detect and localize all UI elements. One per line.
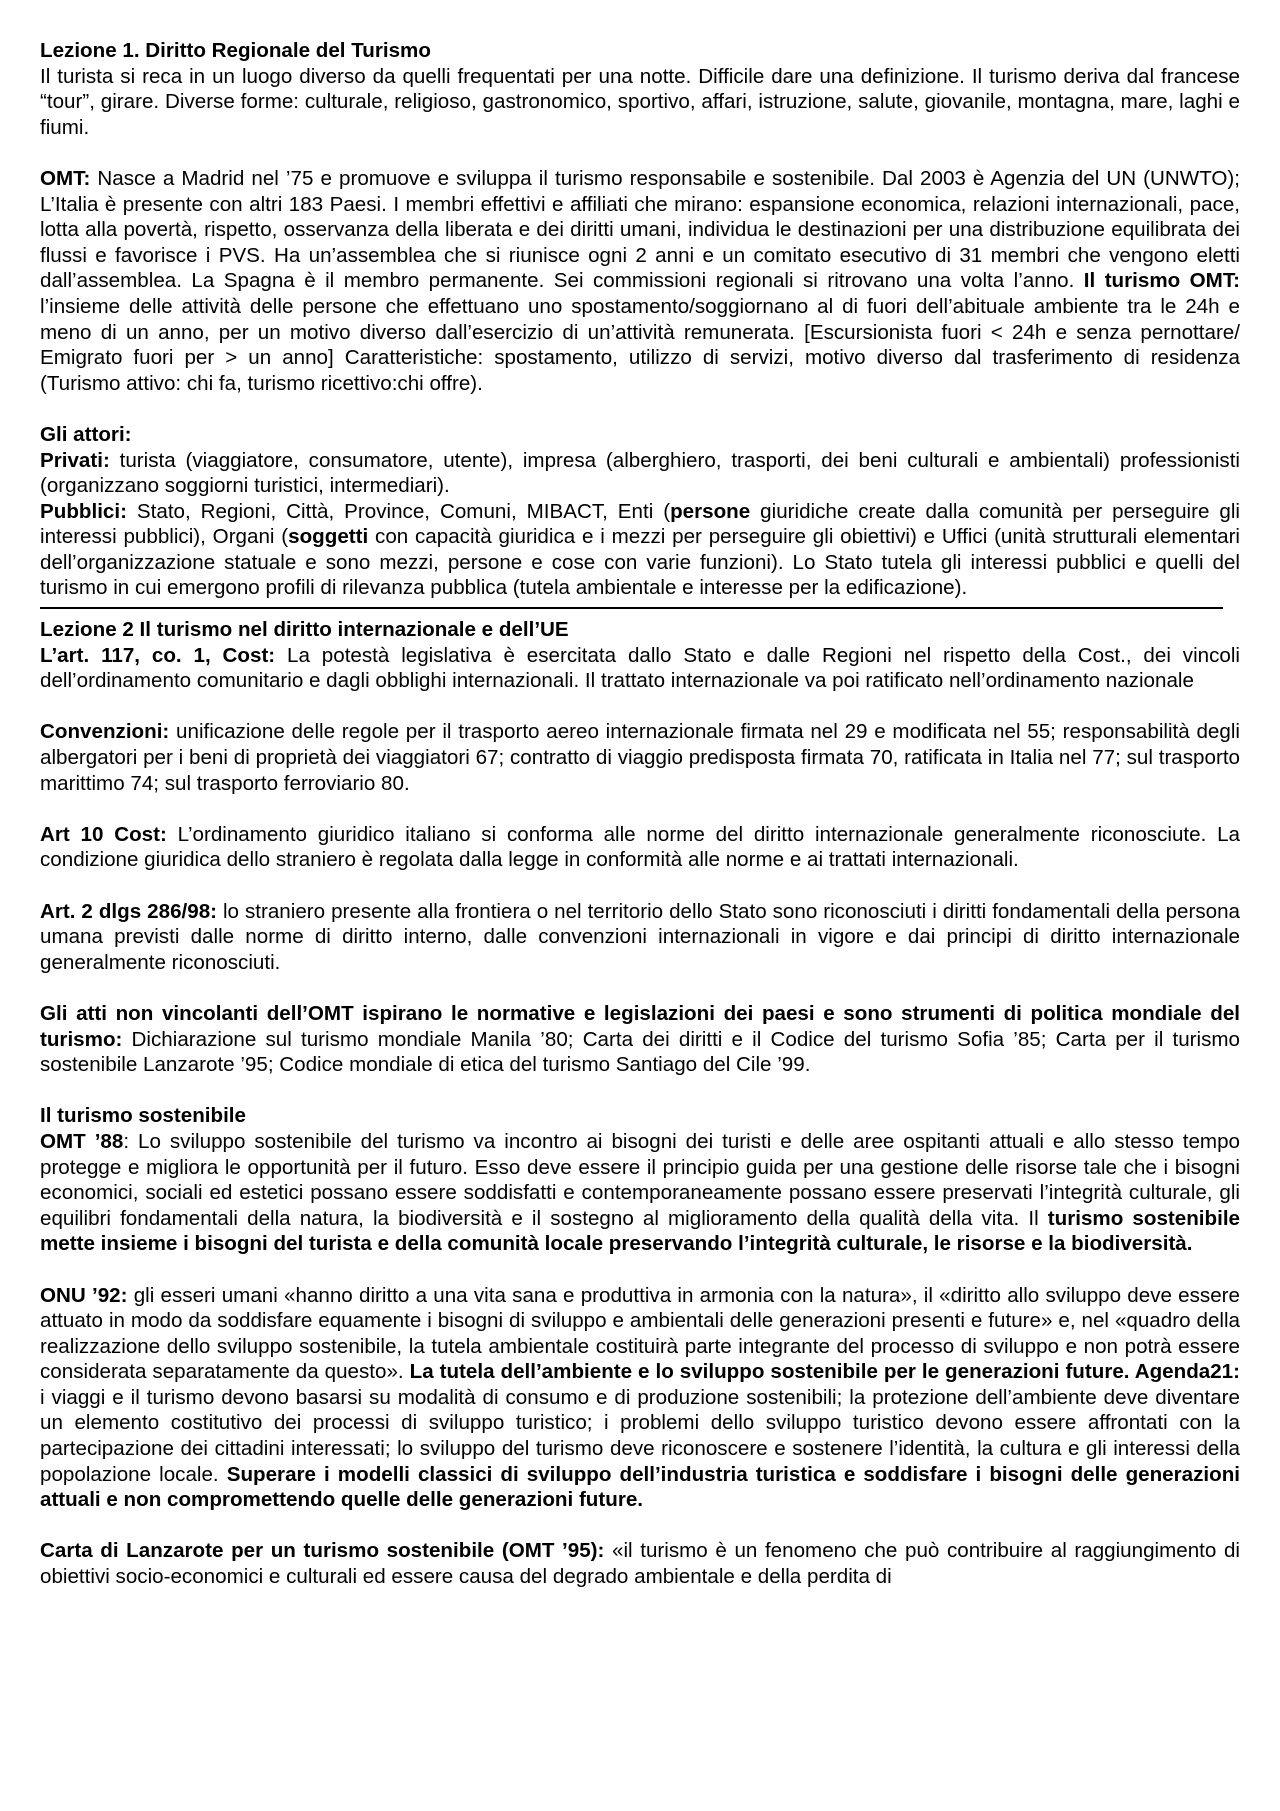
lezione1-title: Lezione 1. Diritto Regionale del Turismo: [40, 39, 431, 62]
onu-bold-2: Superare i modelli classici di sviluppo dell’industria turistica e soddisfare i bisogni delle generazioni attuali e non compromettendo quelle delle generazioni future.: [40, 1462, 1240, 1512]
privati-paragraph: [40, 448, 1240, 499]
atti-label: Gli atti non vincolanti dell’OMT ispirano le normative e legislazioni dei paesi e sono strumenti di politica mondiale del turismo:: [40, 1001, 1240, 1051]
omt-paragraph: [40, 166, 1240, 396]
lezione2-title: Lezione 2 Il turismo nel diritto internazionale e dell’UE: [40, 618, 569, 642]
art2-text: lo straniero presente alla frontiera o nel territorio dello Stato sono riconosciuti i diritti fondamentali della persona umana previsti dalle norme di diritto interno, dalle convenzioni internazionali in vigore e dai principi di diritto internazionale generalmente riconosciuti.: [40, 899, 1240, 974]
onu-bold-1: La tutela dell’ambiente e lo sviluppo sostenibile per le generazioni future. Agenda21:: [409, 1360, 1240, 1384]
atti-paragraph: [40, 1001, 1240, 1078]
sostenibile-heading: Il turismo sostenibile: [40, 1104, 246, 1128]
omt-text: Nasce a Madrid nel ’75 e promuove e sviluppa il turismo responsabile e sostenibile. Dal 2003 è Agenzia del UN (UNWTO); L’Italia è presente con altri 183 Paesi. I membri effettivi e affiliati che mirano: espansione economica, relazioni internazionali, pace, lotta alla povertà, rispetto, osservanza della liberata e dei diritti umani, individua le destinazioni per una distribuzione equilibrata dei flussi e favorisce i PVS. Ha un’assemblea che si riunisce ogni 2 anni e un comitato esecutivo di 31 membri che vengono eletti dall’assemblea. La Spagna è il membro permanente. Sei commissioni regionali si ritrovano una volta l’anno.: [40, 166, 1240, 293]
art2-paragraph: [40, 899, 1240, 976]
pubblici-bold-1: persone: [670, 499, 751, 523]
art10-paragraph: [40, 822, 1240, 873]
onu-label: ONU ’92:: [40, 1283, 128, 1307]
art117-text: La potestà legislativa è esercitata dallo Stato e dalle Regioni nel rispetto della Cost., dei vincoli dell’ordinamento comunitario e dagli obblighi internazionali. Il trattato internazionale va poi ratificato nell’ordinamento nazionale: [40, 643, 1240, 693]
pubblici-label: Pubblici:: [40, 499, 127, 523]
omt88-bold: turismo sostenibile mette insieme i bisogni del turista e della comunità locale preservando l’integrità culturale, le risorse e la biodiversità.: [40, 1206, 1240, 1256]
omt88-paragraph: [40, 1129, 1240, 1257]
omt88-text: : Lo sviluppo sostenibile del turismo va incontro ai bisogni dei turisti e delle aree ospitanti attuali e allo stesso tempo protegge e migliora le opportunità per il futuro. Esso deve essere il principio guida per una gestione delle risorse tale che i bisogni economici, sociali ed estetici possano essere soddisfatti e contemporaneamente possano essere preservati l’integrità culturale, gli equilibri fondamentali della natura, la biodiversità e il sostegno al miglioramento della qualità della vita. Il: [40, 1129, 1240, 1230]
omt88-label: OMT ’88: [40, 1129, 124, 1153]
art117-label: L’art. 117, co. 1, Cost:: [40, 643, 276, 667]
privati-text: turista (viaggiatore, consumatore, utente), impresa (alberghiero, trasporti, dei beni culturali e ambientali) professionisti (organizzano soggiorni turistici, intermediari).: [40, 448, 1240, 498]
onu-text: gli esseri umani «hanno diritto a una vita sana e produttiva in armonia con la natura», il «diritto allo sviluppo deve essere attuato in modo da soddisfare equamente i bisogni di sviluppo e ambientali delle generazioni presenti e future» e, nel «quadro della realizzazione dello sviluppo sostenibile, la tutela ambientale costituirà parte integrante del processo di sviluppo e non potrà essere considerata separatamente da questo».: [40, 1283, 1240, 1384]
lanzarote-paragraph: [40, 1538, 1240, 1589]
attori-heading: Gli attori:: [40, 422, 132, 446]
omt-label: OMT:: [40, 166, 91, 190]
pubblici-text-3: con capacità giuridica e i mezzi per perseguire gli obiettivi) e Uffici (unità strutturali elementari dell’organizzazione statuale e sono mezzi, persone e cose con varie funzioni). Lo Stato tutela gli interessi pubblici e quelli del turismo in cui emergono profili di rilevanza pubblica (tutela ambientale e interesse per la edificazione).: [40, 525, 1240, 600]
onu-text-2: i viaggi e il turismo devono basarsi su modalità di consumo e di produzione sostenibili; la protezione dell’ambiente deve diventare un elemento costitutivo dei processi di sviluppo turistico; i problemi dello sviluppo turistico devono essere affrontati con la partecipazione dei cittadini interessati; lo sviluppo del turismo deve riconoscere e sostenere l’identità, la cultura e gli interessi della popolazione locale.: [40, 1385, 1240, 1486]
convenzioni-text: unificazione delle regole per il trasporto aereo internazionale firmata nel 29 e modificata nel 55; responsabilità degli albergatori per i beni di proprietà dei viaggiatori 67; contratto di viaggio predisposta firmata 70, ratificata in Italia nel 77; sul trasporto marittimo 74; sul trasporto ferroviario 80.: [40, 720, 1240, 795]
convenzioni-label: Convenzioni:: [40, 720, 170, 744]
atti-text: Dichiarazione sul turismo mondiale Manila ’80; Carta dei diritti e il Codice del turismo Sofia ’85; Carta per il turismo sostenibile Lanzarote ’95; Codice mondiale di etica del turismo Santiago del Cile ’99.: [40, 1027, 1240, 1077]
turismo-omt-text: l’insieme delle attività delle persone che effettuano uno spostamento/soggiornano al di fuori dell’abituale ambiente tra le 24h e meno di un anno, per un motivo diverso dall’esercizio di un’attività remunerata. [Escursionista fuori < 24h e senza pernottare/ Emigrato fuori per > un anno] Caratteristiche: spostamento, utilizzo di servizi, motivo diverso dal trasferimento di residenza (Turismo attivo: chi fa, turismo ricettivo:chi offre).: [40, 294, 1240, 395]
lezione1-intro: Il turista si reca in un luogo diverso da quelli frequentati per una notte. Difficile dare una definizione. Il turismo deriva dal francese “tour”, girare. Diverse forme: culturale, religioso, gastronomico, sportivo, affari, istruzione, salute, giovanile, montagna, mare, laghi e fiumi.: [40, 64, 1240, 139]
art10-label: Art 10 Cost:: [40, 822, 167, 846]
privati-label: Privati:: [40, 448, 110, 472]
art117-paragraph: [40, 643, 1240, 694]
pubblici-text-1: Stato, Regioni, Città, Province, Comuni, MIBACT, Enti (: [126, 499, 671, 523]
art2-label: Art. 2 dlgs 286/98:: [40, 899, 218, 923]
lanzarote-label: Carta di Lanzarote per un turismo sostenibile (OMT ’95):: [40, 1539, 605, 1563]
onu-paragraph: [40, 1283, 1240, 1513]
pubblici-paragraph: [40, 499, 1240, 601]
lanzarote-text: «il turismo è un fenomeno che può contribuire al raggiungimento di obiettivi socio-economici e culturali ed essere causa del degrado ambientale e della perdita di: [40, 1539, 1240, 1589]
pubblici-bold-2: soggetti: [288, 525, 369, 549]
art10-text: L’ordinamento giuridico italiano si conforma alle norme del diritto internazionale generalmente riconosciute. La condizione giuridica dello straniero è regolata dalla legge in conformità alle norme e ai trattati internazionali.: [40, 822, 1241, 872]
convenzioni-paragraph: [40, 719, 1240, 796]
pubblici-text-2: giuridiche create dalla comunità per perseguire gli interessi pubblici), Organi (: [40, 499, 1240, 549]
section-divider: [40, 607, 1223, 609]
turismo-omt-label: Il turismo OMT:: [1083, 269, 1240, 293]
